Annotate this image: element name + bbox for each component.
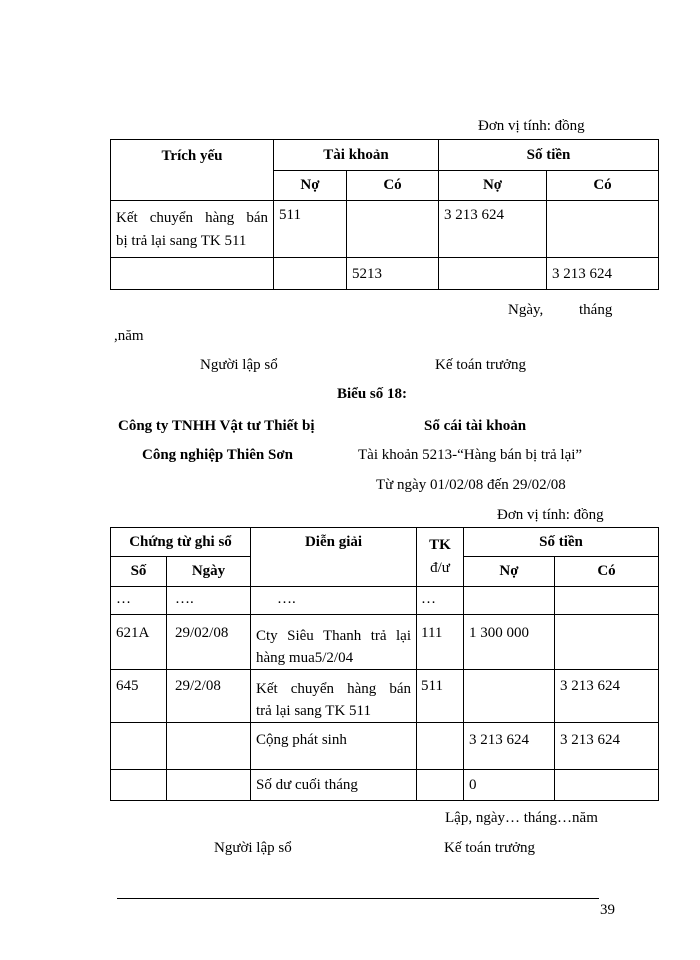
header-no: Nợ xyxy=(464,557,555,587)
signer-left-2: Người lập sổ xyxy=(214,840,292,856)
cell-so: … xyxy=(111,587,167,615)
cell-dien-giai-line-1: Cty Siêu Thanh trả lại xyxy=(256,628,411,644)
cell-co xyxy=(555,770,659,801)
cell-dien-giai: Cộng phát sinh xyxy=(251,723,417,770)
signer-right-2: Kế toán trưởng xyxy=(444,840,536,856)
header-so-tien: Số tiền xyxy=(464,528,659,557)
cell-dien-giai-line-2: trả lại sang TK 511 xyxy=(256,703,371,719)
row-description-line-2: bị trả lại sang TK 511 xyxy=(116,233,247,249)
cell-so xyxy=(111,723,167,770)
date-nam: ,năm xyxy=(114,328,144,344)
header-so-tien: Số tiền xyxy=(439,140,659,171)
cell-co: 3 213 624 xyxy=(555,670,659,723)
account-name: Tài khoản 5213-“Hàng bán bị trả lại” xyxy=(358,447,583,463)
header-tk-co: Có xyxy=(347,171,439,201)
cell-dien-giai: Số dư cuối tháng xyxy=(251,770,417,801)
cell-so: 621A xyxy=(111,615,167,670)
date-line-2: Lập, ngày… tháng…năm xyxy=(445,810,598,826)
header-tai-khoan: Tài khoản xyxy=(274,140,439,171)
table-row xyxy=(111,615,659,670)
cell-ngay: 29/02/08 xyxy=(167,615,251,670)
row-description xyxy=(111,258,274,290)
cell-tk: 511 xyxy=(417,670,464,723)
row-tk-co xyxy=(347,201,439,258)
row-st-no xyxy=(439,258,547,290)
cell-no: 3 213 624 xyxy=(464,723,555,770)
table-row xyxy=(111,670,659,723)
company-name-line-1: Công ty TNHH Vật tư Thiết bị xyxy=(118,418,315,434)
header-co: Có xyxy=(555,557,659,587)
unit-label-1: Đơn vị tính: đồng xyxy=(478,118,585,134)
date-thang: tháng xyxy=(579,302,613,318)
cell-ngay xyxy=(167,770,251,801)
cell-co: 3 213 624 xyxy=(555,723,659,770)
cell-no xyxy=(464,587,555,615)
row-st-co xyxy=(547,201,659,258)
header-dien-giai: Diễn giải xyxy=(251,528,417,587)
signer-left-1: Người lập sổ xyxy=(200,357,278,373)
header-chung-tu: Chứng từ ghi sổ xyxy=(111,528,251,557)
cell-ngay: …. xyxy=(167,587,251,615)
row-description-line-1: Kết chuyển hàng bán xyxy=(116,210,268,226)
cell-tk xyxy=(417,770,464,801)
signer-right-1: Kế toán trưởng xyxy=(435,357,527,373)
header-trich-yeu: Trích yếu xyxy=(111,140,274,201)
journal-table xyxy=(110,139,659,290)
table-row xyxy=(111,258,659,290)
unit-label-2: Đơn vị tính: đồng xyxy=(497,507,604,523)
row-tk-no: 511 xyxy=(274,201,347,258)
cell-ngay xyxy=(167,723,251,770)
cell-tk xyxy=(417,723,464,770)
cell-dien-giai xyxy=(251,615,417,670)
form-title: Biểu số 18: xyxy=(337,386,408,402)
cell-dien-giai-line-2: hàng mua5/2/04 xyxy=(256,650,354,666)
row-tk-co: 5213 xyxy=(347,258,439,290)
header-ngay: Ngày xyxy=(167,557,251,587)
cell-dien-giai: …. xyxy=(251,587,417,615)
header-so: Số xyxy=(111,557,167,587)
ledger-table xyxy=(110,527,659,801)
page-number: 39 xyxy=(600,902,615,918)
cell-co xyxy=(555,587,659,615)
cell-so: 645 xyxy=(111,670,167,723)
row-description xyxy=(111,201,274,258)
table-row xyxy=(111,770,659,801)
date-ngay: Ngày, xyxy=(508,302,544,318)
footer-rule xyxy=(117,898,599,899)
row-tk-no xyxy=(274,258,347,290)
header-tk-line-1: TK xyxy=(429,537,451,553)
cell-so xyxy=(111,770,167,801)
table-row xyxy=(111,723,659,770)
cell-tk: 111 xyxy=(417,615,464,670)
row-st-no: 3 213 624 xyxy=(439,201,547,258)
cell-co xyxy=(555,615,659,670)
header-tk-du xyxy=(417,528,464,587)
table-row xyxy=(111,587,659,615)
cell-dien-giai xyxy=(251,670,417,723)
ledger-title: Sổ cái tài khoản xyxy=(424,418,527,434)
header-st-co: Có xyxy=(547,171,659,201)
cell-dien-giai-line-1: Kết chuyển hàng bán xyxy=(256,681,411,697)
header-tk-no: Nợ xyxy=(274,171,347,201)
period: Từ ngày 01/02/08 đến 29/02/08 xyxy=(376,477,566,493)
cell-tk: … xyxy=(417,587,464,615)
company-name-line-2: Công nghiệp Thiên Sơn xyxy=(142,447,294,463)
cell-no xyxy=(464,670,555,723)
row-st-co: 3 213 624 xyxy=(547,258,659,290)
header-st-no: Nợ xyxy=(439,171,547,201)
table-row xyxy=(111,201,659,258)
header-tk-line-2: đ/ư xyxy=(430,560,450,576)
cell-ngay: 29/2/08 xyxy=(167,670,251,723)
cell-no: 1 300 000 xyxy=(464,615,555,670)
cell-no: 0 xyxy=(464,770,555,801)
